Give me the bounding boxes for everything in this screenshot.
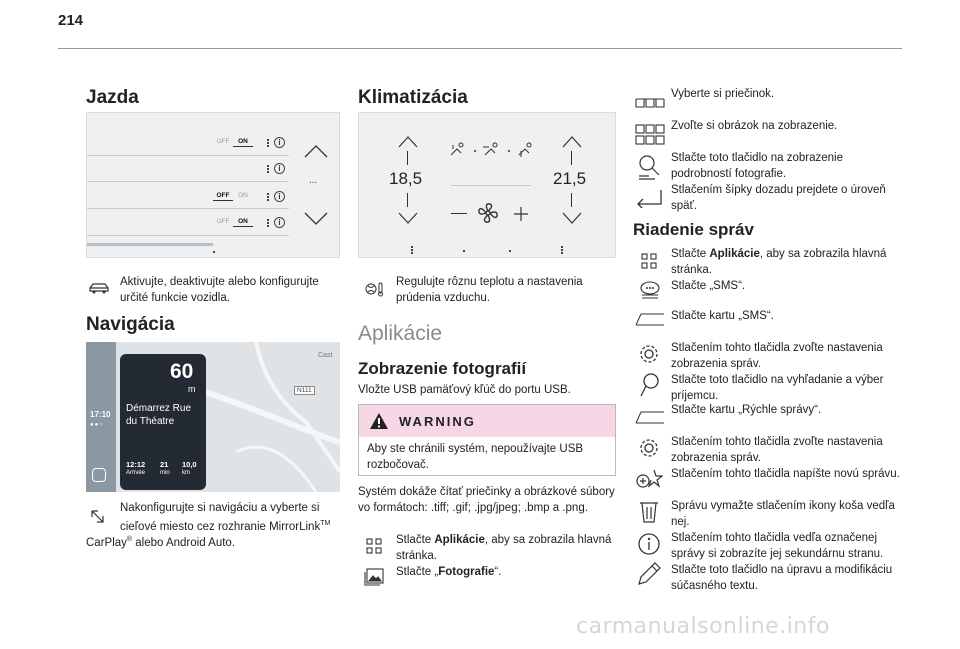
folder-view-icon — [635, 96, 665, 108]
jazda-screen — [86, 112, 340, 258]
r1-post: , aby sa zobrazila hlavná stránka. — [671, 248, 887, 276]
car-icon — [88, 281, 110, 295]
section-title-zobrazenie: Zobrazenie fotografií — [358, 359, 527, 378]
photo-step-2: Zvoľte si obrázok na zobrazenie. — [671, 120, 838, 132]
riadenie-step3: Stlačte kartu „SMS“. — [671, 310, 774, 322]
warning-header — [359, 405, 615, 437]
navigation-screen — [86, 342, 340, 492]
instruction-line2: du Théatre — [126, 416, 175, 427]
toggle-off-label: OFF — [213, 191, 233, 201]
page-dot — [509, 250, 511, 252]
more-options-icon[interactable] — [267, 219, 269, 227]
more-options-icon[interactable] — [267, 165, 269, 173]
info-icon[interactable]: i — [274, 191, 285, 202]
riadenie-step11: Stlačte toto tlačidlo na úpravu a modifikáciu súčasného textu. — [671, 564, 893, 592]
speed-unit: m — [188, 384, 196, 394]
step2-post: “. — [494, 566, 502, 578]
navigacia-description-line2: CarPlay® alebo Android Auto. — [86, 536, 236, 549]
settings-gear-icon — [637, 342, 661, 366]
trash-icon — [639, 500, 659, 524]
temp-left: 18,5 — [389, 169, 423, 188]
arrival-label: Arrivée — [126, 470, 146, 476]
section-title-aplikacie: Aplikácie — [358, 322, 443, 345]
nav-sidebar — [86, 342, 116, 492]
chevron-up-icon[interactable] — [303, 143, 329, 159]
climate-icon — [364, 281, 388, 297]
step1-bold: Aplikácie — [434, 534, 485, 546]
photos-icon — [364, 568, 384, 586]
step1-post: , aby sa zobrazila hlavná stránka. — [396, 534, 612, 562]
navigacia-description-line — [120, 500, 340, 535]
climate-fan-icon — [476, 201, 500, 225]
duration-value: 21 — [160, 460, 169, 469]
airflow-icons[interactable] — [447, 141, 537, 161]
ellipsis: ... — [309, 175, 318, 186]
distance-value: 10,0 — [182, 460, 197, 469]
divider — [407, 151, 408, 165]
riadenie-step4: Stlačením tohto tlačidla zvoľte nastavenia zobrazenia správ. — [671, 342, 883, 370]
tab-icon — [635, 312, 665, 326]
r1-pre: Stlačte — [671, 248, 710, 260]
arrival-time: 12:12 — [126, 460, 146, 469]
step1-pre: Stlačte — [396, 534, 435, 546]
more-options-icon[interactable] — [411, 246, 413, 254]
fan-plus-icon[interactable] — [513, 206, 529, 222]
step2-pre: Stlačte „ — [396, 566, 439, 578]
tab-icon — [635, 410, 665, 424]
r1-bold: Aplikácie — [709, 248, 760, 260]
fan-minus-icon[interactable] — [451, 213, 467, 214]
divider — [87, 181, 289, 182]
divider — [407, 193, 408, 207]
temp-right: 21,5 — [553, 169, 587, 188]
toggle-off-label: OFF — [216, 218, 230, 225]
info-icon[interactable]: i — [274, 163, 285, 174]
home-button[interactable] — [92, 468, 106, 482]
scroll-progress — [87, 243, 213, 246]
chevron-down-icon[interactable] — [303, 211, 329, 227]
photo-step-3: Stlačte toto tlačidlo na zobrazenie podrobností fotografie. — [671, 152, 843, 180]
toggle-on-label: ON — [238, 192, 248, 199]
toggle-on-label: ON — [233, 217, 253, 227]
apps-grid-icon — [366, 538, 382, 554]
pencil-icon — [637, 562, 661, 586]
divider — [87, 235, 289, 236]
warning-text: Aby ste chránili systém, nepoužívajte USB rozbočovač. — [367, 443, 584, 471]
chevron-down-icon[interactable] — [397, 211, 419, 225]
section-title-riadenie: Riadenie správ — [633, 220, 754, 239]
more-options-icon[interactable] — [267, 193, 269, 201]
riadenie-step1 — [671, 246, 903, 278]
section-title-navigacia: Navigácia — [86, 314, 175, 335]
section-title-klimatizacia: Klimatizácia — [358, 87, 468, 108]
info-icon[interactable]: i — [274, 137, 285, 148]
navigacia-description-part3: alebo Android Auto. — [132, 536, 236, 549]
settings-gear-icon — [637, 436, 661, 460]
speed-value: 60 — [170, 360, 194, 383]
riadenie-step7: Stlačením tohto tlačidla zvoľte nastavenia zobrazenia správ. — [671, 436, 883, 464]
toggle-switch[interactable] — [213, 191, 253, 201]
chevron-down-icon[interactable] — [561, 211, 583, 225]
map-label: Cast — [318, 352, 333, 359]
jazda-description: Aktivujte, deaktivujte alebo konfigurujte určité funkcie vozidla. — [120, 276, 319, 304]
road-badge: N111 — [294, 386, 315, 395]
new-message-icon — [635, 468, 663, 490]
more-options-icon[interactable] — [267, 139, 269, 147]
back-arrow-icon — [635, 188, 663, 208]
toggle-off-label: OFF — [216, 138, 230, 145]
zobrazenie-step1 — [396, 532, 616, 564]
zobrazenie-step2 — [396, 564, 616, 580]
search-icon — [639, 372, 661, 398]
divider — [571, 193, 572, 207]
signal-dots: ●●○ — [90, 422, 104, 428]
detail-icon — [637, 154, 663, 180]
duration-unit: min — [160, 470, 170, 476]
riadenie-step9: Správu vymažte stlačením ikony koša vedľa nej. — [671, 500, 895, 528]
warning-triangle-icon — [369, 412, 389, 430]
klimatizacia-description: Regulujte rôznu teplotu a nastavenia prúdenia vzduchu. — [396, 276, 583, 304]
trademark: TM — [320, 520, 331, 527]
zobrazenie-formats: Systém dokáže čítať priečinky a obrázkové súbory vo formátoch: .tiff; .gif; .jpg/jpeg; .bmp a .png. — [358, 486, 615, 514]
apps-grid-icon — [641, 253, 657, 269]
divider — [87, 208, 289, 209]
registered-mark: ® — [126, 536, 133, 543]
riadenie-step6: Stlačte kartu „Rýchle správy“. — [671, 404, 822, 416]
page-dot — [213, 251, 215, 253]
riadenie-step2: Stlačte „SMS“. — [671, 280, 746, 292]
grid-view-icon — [635, 124, 665, 146]
info-icon — [637, 532, 661, 556]
photo-step-4: Stlačením šípky dozadu prejdete o úroveň späť. — [671, 184, 886, 212]
toggle-switch[interactable] — [213, 217, 253, 227]
riadenie-step5: Stlačte toto tlačidlo na vyhľadanie a výber príjemcu. — [671, 374, 884, 402]
page-number: 214 — [58, 12, 84, 29]
watermark: carmanualsonline.info — [576, 614, 830, 639]
sms-icon — [639, 280, 661, 300]
chevron-up-icon[interactable] — [397, 135, 419, 149]
divider — [87, 155, 289, 156]
page-dot — [463, 250, 465, 252]
divider — [571, 151, 572, 165]
clock: 17:10 — [90, 410, 111, 419]
navigation-arrow-icon — [89, 508, 107, 526]
more-options-icon[interactable] — [561, 246, 563, 254]
photo-step-1: Vyberte si priečinok. — [671, 88, 775, 100]
climate-screen — [358, 112, 616, 258]
step2-bold: Fotografie — [438, 566, 495, 578]
zobrazenie-intro: Vložte USB pamäťový kľúč do portu USB. — [358, 384, 571, 396]
navigacia-description-part1: Nakonfigurujte si navigáciu a vyberte si cieľové miesto cez rozhranie MirrorLink — [120, 502, 321, 533]
riadenie-step10: Stlačením tohto tlačidla vedľa označenej správy si zobrazíte jej sekundárnu stranu. — [671, 532, 884, 560]
section-title-jazda: Jazda — [86, 87, 139, 108]
toggle-switch[interactable] — [213, 137, 253, 147]
chevron-up-icon[interactable] — [561, 135, 583, 149]
riadenie-step8: Stlačením tohto tlačidla napíšte novú správu. — [671, 468, 900, 480]
warning-box — [358, 404, 616, 476]
info-icon[interactable]: i — [274, 217, 285, 228]
instruction-line1: Démarrez Rue — [126, 403, 192, 414]
navigation-card — [120, 354, 206, 490]
top-rule — [58, 48, 902, 49]
divider — [451, 185, 531, 186]
distance-unit: km — [182, 470, 190, 476]
toggle-on-label: ON — [233, 137, 253, 147]
warning-title: WARNING — [399, 413, 476, 429]
